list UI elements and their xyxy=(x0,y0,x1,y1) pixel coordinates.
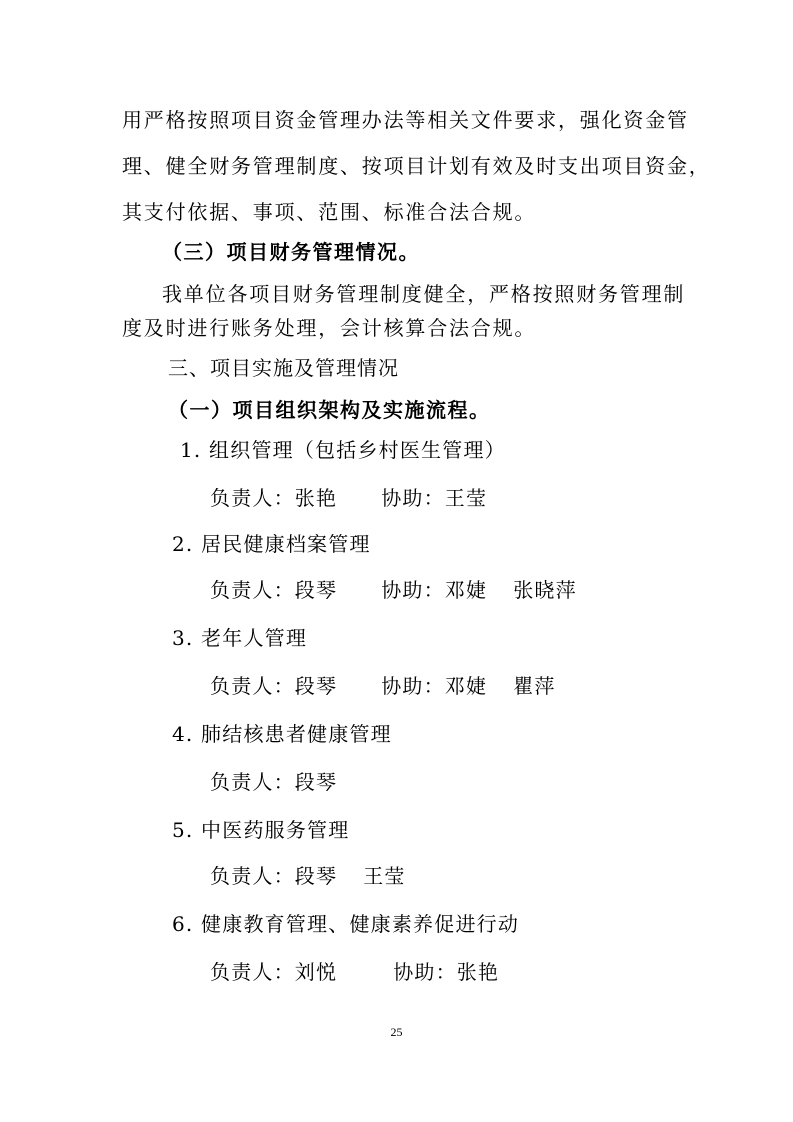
section-heading: （三）项目财务管理情况。 xyxy=(162,240,420,264)
assistant-person: 协助：张艳 xyxy=(393,960,500,984)
paragraph-line: 理、健全财务管理制度、按项目计划有效及时支出项目资金， xyxy=(122,154,711,178)
assistant-person: 协助：王莹 xyxy=(381,486,488,510)
responsible-person: 负责人：段琴 xyxy=(210,864,338,888)
page-number: 25 xyxy=(390,1025,403,1039)
list-item-title: 5. 中医药服务管理 xyxy=(172,818,350,842)
responsible-person: 负责人：段琴 xyxy=(210,674,338,698)
responsibility-line xyxy=(210,958,499,986)
assistant-person-extra: 瞿萍 xyxy=(513,674,556,698)
assistant-person: 协助：邓婕 xyxy=(381,674,488,698)
paragraph-line: 其支付依据、事项、范围、标准合法合规。 xyxy=(122,200,537,224)
assistant-person: 协助：邓婕 xyxy=(381,578,488,602)
list-item-title: 1. 组织管理（包括乡村医生管理） xyxy=(180,438,506,462)
paragraph-line: 我单位各项目财务管理制度健全，严格按照财务管理制 xyxy=(162,282,686,306)
list-item-title: 2. 居民健康档案管理 xyxy=(172,532,371,556)
assistant-person-extra: 张晓萍 xyxy=(513,578,577,602)
chapter-heading: 三、项目实施及管理情况 xyxy=(168,356,399,380)
responsibility-line xyxy=(210,672,556,700)
list-item-title: 3. 老年人管理 xyxy=(172,626,308,650)
paragraph-line: 用严格按照项目资金管理办法等相关文件要求，强化资金管 xyxy=(122,108,689,132)
responsible-person: 负责人：段琴 xyxy=(210,770,338,794)
responsible-person: 负责人：段琴 xyxy=(210,578,338,602)
paragraph-line: 度及时进行账务处理，会计核算合法合规。 xyxy=(122,316,537,340)
list-item-title: 6. 健康教育管理、健康素养促进行动 xyxy=(172,912,520,936)
list-item-title: 4. 肺结核患者健康管理 xyxy=(172,722,392,746)
responsibility-line xyxy=(210,484,487,512)
assistant-person: 王莹 xyxy=(363,864,406,888)
responsibility-line xyxy=(210,862,406,890)
responsible-person: 负责人：刘悦 xyxy=(210,960,338,984)
responsible-person: 负责人：张艳 xyxy=(210,486,338,510)
responsibility-line xyxy=(210,768,337,796)
subsection-heading: （一）项目组织架构及实施流程。 xyxy=(168,398,491,422)
responsibility-line xyxy=(210,576,577,604)
